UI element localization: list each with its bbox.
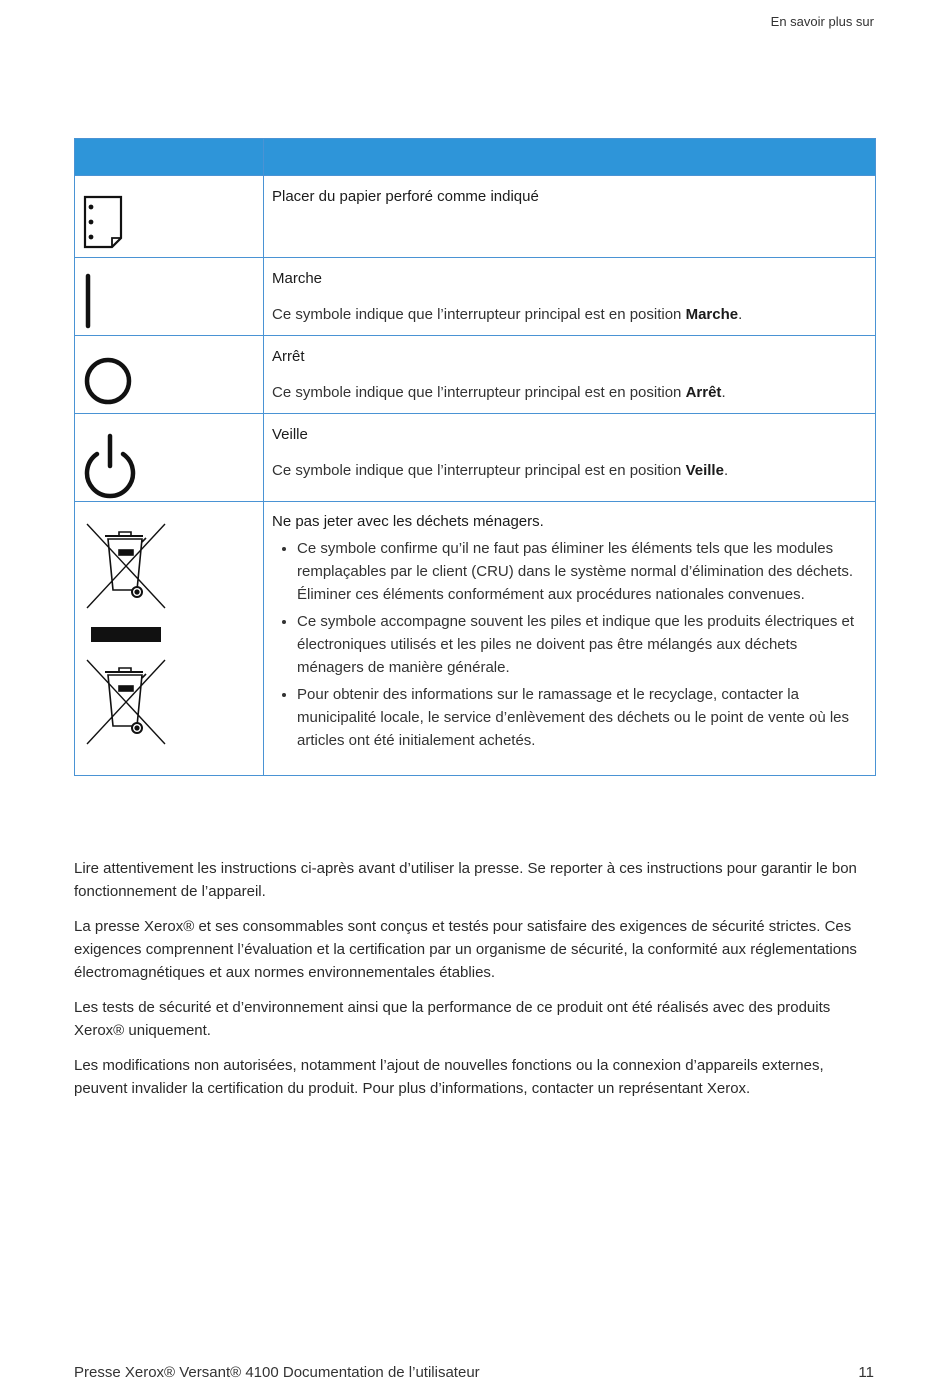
standby-icon xyxy=(75,414,145,500)
body-text xyxy=(74,857,874,1112)
row-title: Ne pas jeter avec les déchets ménagers. xyxy=(272,513,544,530)
footer-doc-title: Presse Xerox® Versant® 4100 Documentation de l’utilisateur xyxy=(74,1364,480,1381)
row-description-end: . xyxy=(721,384,726,401)
paragraph: Les modifications non autorisées, notamment l’ajout de nouvelles fonctions ou la connexion d’appareils externes, peuvent invalider la certification du produit. Pour plus d’informations, contacter un représentant Xerox. xyxy=(74,1057,824,1097)
page-number: 11 xyxy=(858,1364,874,1381)
row-description xyxy=(272,303,866,326)
row-description-emphasis: Marche xyxy=(685,306,739,323)
row-description-text: Ce symbole indique que l’interrupteur principal est en position xyxy=(272,306,686,323)
description-cell xyxy=(264,414,876,502)
power-off-icon xyxy=(75,336,145,412)
table-row xyxy=(75,336,876,414)
row-title: Veille xyxy=(272,426,308,443)
row-title: Marche xyxy=(272,270,323,287)
bullet-list xyxy=(272,537,866,752)
row-title: Arrêt xyxy=(272,348,305,365)
crossed-bin-icon xyxy=(75,502,175,772)
power-on-icon xyxy=(75,258,115,334)
row-description-emphasis: Arrêt xyxy=(685,384,722,401)
table-header-symbol xyxy=(75,139,264,176)
list-item: • Ce symbole accompagne souvent les piles et indique que les produits électriques et électroniques utilisés et les piles ne doivent pas être mélangés aux déchets ménagers de manière générale. xyxy=(297,610,866,679)
table-header-description xyxy=(264,139,876,176)
symbol-cell xyxy=(75,176,264,258)
row-description-emphasis: Veille xyxy=(685,462,724,479)
punched-paper-icon xyxy=(75,176,135,256)
description-cell xyxy=(264,502,876,776)
paragraph: Les tests de sécurité et d’environnement ainsi que la performance de ce produit ont été réalisés avec des produits Xerox® uniquement. xyxy=(74,999,831,1039)
symbol-cell xyxy=(75,502,264,776)
symbols-table xyxy=(74,138,876,776)
description-cell xyxy=(264,336,876,414)
page-footer xyxy=(74,1364,874,1381)
paragraph: Lire attentivement les instructions ci-après avant d’utiliser la presse. Se reporter à ces instructions pour garantir le bon fonctionnement de l’appareil. xyxy=(74,860,857,900)
table-row xyxy=(75,176,876,258)
row-title: Placer du papier perforé comme indiqué xyxy=(272,188,539,205)
table-row xyxy=(75,502,876,776)
row-description xyxy=(272,381,866,404)
row-description-end: . xyxy=(723,462,729,479)
row-description-end: . xyxy=(738,306,743,323)
table-row xyxy=(75,258,876,336)
symbol-cell xyxy=(75,258,264,336)
list-item: • Ce symbole confirme qu’il ne faut pas éliminer les éléments tels que les modules remplaçables par le client (CRU) dans le système normal d’élimination des déchets. Éliminer ces éléments conformément aux procédures nationales convenues. xyxy=(297,537,866,606)
row-description-text: Ce symbole indique que l’interrupteur principal est en position xyxy=(272,384,686,401)
row-description-text: Ce symbole indique que l’interrupteur principal est en position xyxy=(272,462,686,479)
list-item: • Pour obtenir des informations sur le ramassage et le recyclage, contacter la municipalité locale, le service d’enlèvement des déchets ou le point de vente où les articles ont été initialement achetés. xyxy=(297,683,866,752)
description-cell xyxy=(264,258,876,336)
row-description xyxy=(272,459,866,482)
table-row xyxy=(75,414,876,502)
paragraph: La presse Xerox® et ses consommables sont conçus et testés pour satisfaire des exigences de sécurité strictes. Ces exigences comprennent l’évaluation et la certification par un organisme de sécurité, la conformité aux réglementations électromagnétiques et aux normes environnementales établies. xyxy=(74,918,857,981)
symbol-cell xyxy=(75,336,264,414)
description-cell xyxy=(264,176,876,258)
symbol-cell xyxy=(75,414,264,502)
table-header-row xyxy=(75,139,876,176)
running-header: En savoir plus sur xyxy=(770,14,874,29)
